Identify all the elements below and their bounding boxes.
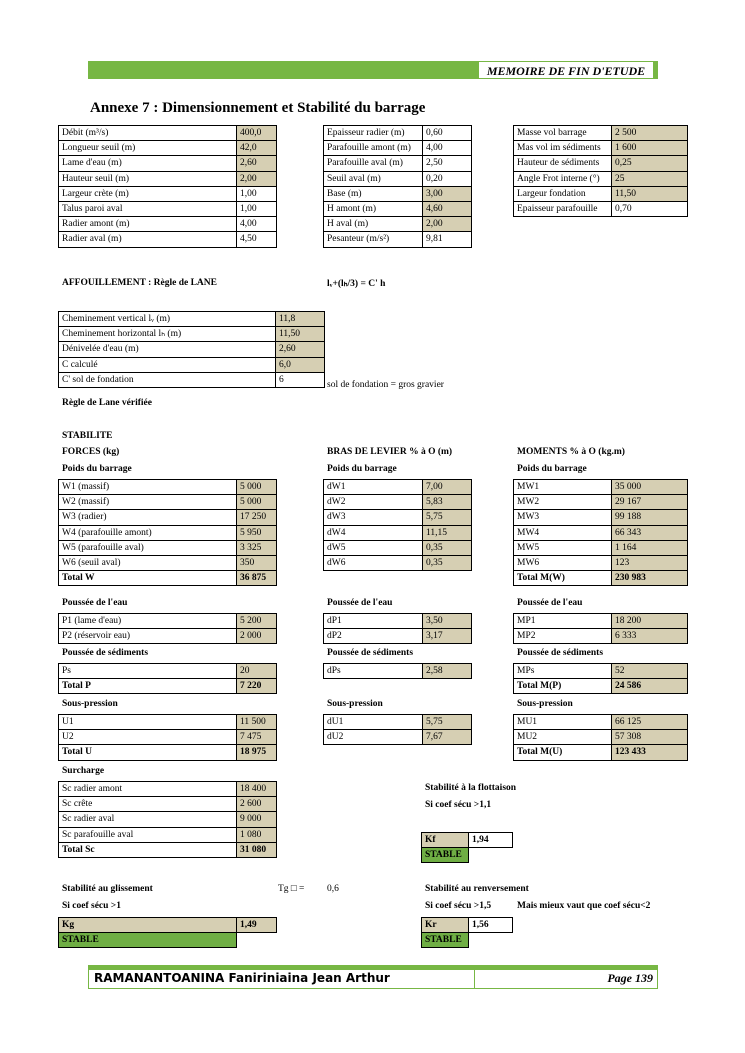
table-row bbox=[324, 186, 472, 201]
table-row bbox=[324, 480, 472, 495]
row-value: 2 500 bbox=[612, 126, 688, 141]
row-value: 57 308 bbox=[612, 730, 688, 745]
total-row bbox=[514, 571, 688, 586]
row-value: 7 475 bbox=[237, 730, 277, 745]
total-row bbox=[59, 571, 277, 586]
forces-heading: FORCES (kg) bbox=[62, 447, 120, 457]
glissement-table bbox=[58, 917, 277, 948]
total-value: 7 220 bbox=[237, 679, 277, 694]
table-row bbox=[514, 201, 688, 216]
row-value: 7,67 bbox=[423, 730, 472, 745]
table-row bbox=[59, 156, 277, 171]
moments-heading: MOMENTS % à O (kg.m) bbox=[517, 447, 625, 457]
row-value: 0,35 bbox=[423, 540, 472, 555]
forces-eau-label: Poussée de l'eau bbox=[62, 598, 128, 608]
total-row bbox=[514, 745, 688, 760]
row-value: 11,50 bbox=[276, 327, 325, 342]
row-value: 350 bbox=[237, 555, 277, 570]
row-value: 52 bbox=[612, 664, 688, 679]
bras-eau-label: Poussée de l'eau bbox=[327, 598, 393, 608]
row-value: 3,00 bbox=[423, 186, 472, 201]
row-label: H amont (m) bbox=[324, 201, 423, 216]
row-label: Sc radier aval bbox=[59, 812, 237, 827]
table-row bbox=[324, 629, 472, 644]
lane-formula: lᵥ+(lₕ/3) = C' h bbox=[327, 279, 386, 289]
total-row bbox=[59, 842, 277, 857]
tg-label: Tg □ = bbox=[278, 884, 305, 894]
total-value: 31 080 bbox=[237, 842, 277, 857]
table-row bbox=[324, 217, 472, 232]
moments-poids-label: Poids du barrage bbox=[517, 464, 587, 474]
table-row bbox=[514, 525, 688, 540]
bras-sed-label: Poussée de sédiments bbox=[327, 648, 414, 658]
moments-eau-label: Poussée de l'eau bbox=[517, 598, 583, 608]
row-label: Sc crête bbox=[59, 797, 237, 812]
kr-value: 1,56 bbox=[469, 918, 513, 933]
moments-sed-label: Poussée de sédiments bbox=[517, 648, 604, 658]
row-value: 2,00 bbox=[423, 217, 472, 232]
row-value: 18 400 bbox=[237, 782, 277, 797]
row-value: 3,50 bbox=[423, 614, 472, 629]
forces-eau-table bbox=[58, 613, 277, 644]
footer-author: RAMANANTOANINA Faniriniaina Jean Arthur bbox=[94, 971, 390, 985]
row-value: 1,00 bbox=[237, 186, 277, 201]
table-row bbox=[59, 555, 277, 570]
bras-sp-table bbox=[323, 714, 472, 745]
table-row bbox=[514, 730, 688, 745]
table-row bbox=[324, 664, 472, 679]
forces-poids-table bbox=[58, 479, 277, 586]
row-label: MW6 bbox=[514, 555, 612, 570]
affouillement-table bbox=[58, 311, 325, 388]
row-label: Parafouille aval (m) bbox=[324, 156, 423, 171]
glissement-status: STABLE bbox=[59, 933, 237, 948]
row-label: W6 (seuil aval) bbox=[59, 555, 237, 570]
row-value: 5,75 bbox=[423, 715, 472, 730]
row-value: 2,50 bbox=[423, 156, 472, 171]
moments-sp-table bbox=[513, 714, 688, 761]
table-row bbox=[324, 525, 472, 540]
table-row bbox=[324, 126, 472, 141]
renversement-heading: Stabilité au renversement bbox=[425, 884, 529, 894]
row-label: dW4 bbox=[324, 525, 423, 540]
stabilite-heading: STABILITE bbox=[62, 431, 113, 441]
table-row bbox=[59, 171, 277, 186]
surcharge-table bbox=[58, 781, 277, 858]
flottaison-cond: Si coef sécu >1,1 bbox=[425, 800, 492, 810]
row-value: 1 080 bbox=[237, 827, 277, 842]
row-value: 2 600 bbox=[237, 797, 277, 812]
row-label: MW1 bbox=[514, 480, 612, 495]
row-label: dU2 bbox=[324, 730, 423, 745]
row-label: Sc radier amont bbox=[59, 782, 237, 797]
row-label: dPs bbox=[324, 664, 423, 679]
table-row bbox=[324, 141, 472, 156]
table-row bbox=[59, 614, 277, 629]
total-label: Total W bbox=[59, 571, 237, 586]
row-label: Epaisseur radier (m) bbox=[324, 126, 423, 141]
row-value: 25 bbox=[612, 171, 688, 186]
table-row bbox=[59, 141, 277, 156]
row-label: Hauteur seuil (m) bbox=[59, 171, 237, 186]
table-row bbox=[514, 480, 688, 495]
table-row bbox=[514, 629, 688, 644]
row-value: 5,75 bbox=[423, 510, 472, 525]
row-label: C' sol de fondation bbox=[59, 372, 276, 387]
row-value: 2,00 bbox=[237, 171, 277, 186]
row-value: 6 333 bbox=[612, 629, 688, 644]
table-row bbox=[324, 540, 472, 555]
flottaison-status: STABLE bbox=[422, 848, 469, 863]
row-label: dW1 bbox=[324, 480, 423, 495]
row-label: Mas vol im sédiments bbox=[514, 141, 612, 156]
forces-sp-label: Sous-pression bbox=[62, 699, 118, 709]
table-row bbox=[514, 141, 688, 156]
row-value: 20 bbox=[237, 664, 277, 679]
row-label: Débit (m³/s) bbox=[59, 126, 237, 141]
row-value: 5 000 bbox=[237, 480, 277, 495]
row-value: 11,50 bbox=[612, 186, 688, 201]
row-label: W4 (parafouille amont) bbox=[59, 525, 237, 540]
table-row bbox=[514, 126, 688, 141]
total-label: Total Sc bbox=[59, 842, 237, 857]
row-label: dW3 bbox=[324, 510, 423, 525]
total-row bbox=[59, 745, 277, 760]
table-row bbox=[514, 510, 688, 525]
row-value: 3 325 bbox=[237, 540, 277, 555]
table-row bbox=[514, 156, 688, 171]
row-value: 1 164 bbox=[612, 540, 688, 555]
row-label: MPs bbox=[514, 664, 612, 679]
row-value: 99 188 bbox=[612, 510, 688, 525]
kg-value: 1,49 bbox=[237, 918, 277, 933]
row-label: Sc parafouille aval bbox=[59, 827, 237, 842]
row-label: H aval (m) bbox=[324, 217, 423, 232]
row-label: dW6 bbox=[324, 555, 423, 570]
table-row bbox=[59, 664, 277, 679]
table-row bbox=[59, 525, 277, 540]
row-value: 42,0 bbox=[237, 141, 277, 156]
bras-poids-table bbox=[323, 479, 472, 571]
row-value: 4,00 bbox=[423, 141, 472, 156]
table-row bbox=[59, 827, 277, 842]
row-value: 35 000 bbox=[612, 480, 688, 495]
moments-sed-table bbox=[513, 663, 688, 694]
row-label: MP2 bbox=[514, 629, 612, 644]
row-label: Epaisseur parafouille bbox=[514, 201, 612, 216]
table-row bbox=[514, 614, 688, 629]
table-row bbox=[324, 156, 472, 171]
row-label: P1 (lame d'eau) bbox=[59, 614, 237, 629]
params-table-2 bbox=[323, 125, 472, 248]
row-label: MU1 bbox=[514, 715, 612, 730]
glissement-cond: Si coef sécu >1 bbox=[62, 901, 121, 911]
table-row bbox=[59, 201, 277, 216]
row-value: 1,00 bbox=[237, 201, 277, 216]
table-row bbox=[59, 812, 277, 827]
row-value: 123 bbox=[612, 555, 688, 570]
row-label: Pesanteur (m/s²) bbox=[324, 232, 423, 247]
flottaison-heading: Stabilité à la flottaison bbox=[425, 783, 517, 793]
table-row bbox=[324, 715, 472, 730]
row-value: 17 250 bbox=[237, 510, 277, 525]
renversement-cond: Si coef sécu >1,5 bbox=[425, 901, 492, 911]
row-label: MU2 bbox=[514, 730, 612, 745]
row-label: Radier aval (m) bbox=[59, 232, 237, 247]
row-label: Longueur seuil (m) bbox=[59, 141, 237, 156]
row-label: U1 bbox=[59, 715, 237, 730]
table-row bbox=[59, 327, 325, 342]
row-value: 66 343 bbox=[612, 525, 688, 540]
table-row bbox=[59, 372, 325, 387]
forces-sp-table bbox=[58, 714, 277, 761]
row-label: Angle Frot interne (°) bbox=[514, 171, 612, 186]
row-label: W5 (parafouille aval) bbox=[59, 540, 237, 555]
soil-note: sol de fondation = gros gravier bbox=[327, 380, 444, 390]
total-row bbox=[514, 679, 688, 694]
total-value: 18 975 bbox=[237, 745, 277, 760]
table-row bbox=[514, 664, 688, 679]
row-label: Cheminement horizontal lₕ (m) bbox=[59, 327, 276, 342]
row-value: 66 125 bbox=[612, 715, 688, 730]
row-label: dW2 bbox=[324, 495, 423, 510]
row-value: 0,60 bbox=[423, 126, 472, 141]
row-value: 0,20 bbox=[423, 171, 472, 186]
forces-sed-label: Poussée de sédiments bbox=[62, 648, 149, 658]
table-row bbox=[59, 730, 277, 745]
row-value: 11,8 bbox=[276, 312, 325, 327]
table-row bbox=[59, 480, 277, 495]
moments-eau-table bbox=[513, 613, 688, 644]
bras-heading: BRAS DE LEVIER % à O (m) bbox=[327, 447, 453, 457]
table-row bbox=[514, 555, 688, 570]
row-value: 5 950 bbox=[237, 525, 277, 540]
row-value: 0,25 bbox=[612, 156, 688, 171]
table-row bbox=[59, 357, 325, 372]
row-value: 9,81 bbox=[423, 232, 472, 247]
table-row bbox=[324, 730, 472, 745]
table-row bbox=[59, 232, 277, 247]
row-label: Cheminement vertical lᵥ (m) bbox=[59, 312, 276, 327]
tg-value: 0,6 bbox=[327, 884, 339, 894]
row-label: Masse vol barrage bbox=[514, 126, 612, 141]
forces-sed-table bbox=[58, 663, 277, 694]
table-row bbox=[514, 495, 688, 510]
table-row bbox=[324, 555, 472, 570]
forces-poids-label: Poids du barrage bbox=[62, 464, 132, 474]
row-label: Seuil aval (m) bbox=[324, 171, 423, 186]
bras-sed-table bbox=[323, 663, 472, 679]
row-label: Lame d'eau (m) bbox=[59, 156, 237, 171]
table-row bbox=[59, 126, 277, 141]
row-value: 11 500 bbox=[237, 715, 277, 730]
kg-label: Kg bbox=[59, 918, 237, 933]
bras-eau-table bbox=[323, 613, 472, 644]
row-value: 2 000 bbox=[237, 629, 277, 644]
table-row bbox=[324, 495, 472, 510]
kf-value: 1,94 bbox=[469, 833, 513, 848]
table-row bbox=[59, 782, 277, 797]
table-row bbox=[514, 186, 688, 201]
row-label: MP1 bbox=[514, 614, 612, 629]
row-value: 4,60 bbox=[423, 201, 472, 216]
row-value: 4,00 bbox=[237, 217, 277, 232]
params-table-3 bbox=[513, 125, 688, 217]
row-value: 9 000 bbox=[237, 812, 277, 827]
row-label: W1 (massif) bbox=[59, 480, 237, 495]
row-label: Parafouille amont (m) bbox=[324, 141, 423, 156]
total-value: 24 586 bbox=[612, 679, 688, 694]
table-row bbox=[324, 171, 472, 186]
row-value: 5 000 bbox=[237, 495, 277, 510]
renversement-table bbox=[421, 917, 513, 948]
glissement-heading: Stabilité au glissement bbox=[62, 884, 153, 894]
row-value: 0,35 bbox=[423, 555, 472, 570]
table-row bbox=[324, 510, 472, 525]
total-label: Total M(U) bbox=[514, 745, 612, 760]
row-label: Talus paroi aval bbox=[59, 201, 237, 216]
table-row bbox=[59, 495, 277, 510]
footer-page-number: Page 139 bbox=[607, 971, 653, 985]
row-value: 3,17 bbox=[423, 629, 472, 644]
row-value: 11,15 bbox=[423, 525, 472, 540]
row-label: W2 (massif) bbox=[59, 495, 237, 510]
table-row bbox=[59, 217, 277, 232]
row-label: MW3 bbox=[514, 510, 612, 525]
surcharge-label: Surcharge bbox=[62, 766, 105, 776]
table-row bbox=[59, 510, 277, 525]
params-table-1 bbox=[58, 125, 277, 248]
row-label: dU1 bbox=[324, 715, 423, 730]
affouillement-heading: AFFOUILLEMENT : Règle de LANE bbox=[62, 278, 217, 288]
bras-sp-label: Sous-pression bbox=[327, 699, 383, 709]
table-row bbox=[59, 342, 325, 357]
table-row bbox=[324, 232, 472, 247]
row-value: 2,60 bbox=[276, 342, 325, 357]
kr-label: Kr bbox=[422, 918, 469, 933]
row-value: 5,83 bbox=[423, 495, 472, 510]
total-value: 123 433 bbox=[612, 745, 688, 760]
kf-label: Kf bbox=[422, 833, 469, 848]
row-label: P2 (réservoir eau) bbox=[59, 629, 237, 644]
total-value: 230 983 bbox=[612, 571, 688, 586]
row-label: dP1 bbox=[324, 614, 423, 629]
page-title: Annexe 7 : Dimensionnement et Stabilité du barrage bbox=[90, 100, 426, 116]
row-value: 0,70 bbox=[612, 201, 688, 216]
total-label: Total U bbox=[59, 745, 237, 760]
total-row bbox=[59, 679, 277, 694]
table-row bbox=[514, 715, 688, 730]
row-label: U2 bbox=[59, 730, 237, 745]
row-value: 6 bbox=[276, 372, 325, 387]
row-label: Ps bbox=[59, 664, 237, 679]
table-row bbox=[59, 797, 277, 812]
row-label: Base (m) bbox=[324, 186, 423, 201]
row-label: Dénivelée d'eau (m) bbox=[59, 342, 276, 357]
footer-divider bbox=[474, 969, 475, 989]
table-row bbox=[324, 614, 472, 629]
row-label: dW5 bbox=[324, 540, 423, 555]
row-label: Hauteur de sédiments bbox=[514, 156, 612, 171]
row-value: 400,0 bbox=[237, 126, 277, 141]
total-label: Total P bbox=[59, 679, 237, 694]
row-value: 18 200 bbox=[612, 614, 688, 629]
row-value: 29 167 bbox=[612, 495, 688, 510]
row-value: 2,58 bbox=[423, 664, 472, 679]
table-row bbox=[514, 540, 688, 555]
total-label: Total M(W) bbox=[514, 571, 612, 586]
table-row bbox=[59, 629, 277, 644]
header-doc-label: MEMOIRE DE FIN D'ETUDE bbox=[478, 61, 654, 79]
total-value: 36 875 bbox=[237, 571, 277, 586]
bras-poids-label: Poids du barrage bbox=[327, 464, 397, 474]
row-label: Largeur crète (m) bbox=[59, 186, 237, 201]
row-label: MW4 bbox=[514, 525, 612, 540]
table-row bbox=[59, 312, 325, 327]
table-row bbox=[59, 715, 277, 730]
lane-verdict: Règle de Lane vérifiée bbox=[62, 398, 152, 408]
table-row bbox=[59, 540, 277, 555]
table-row bbox=[324, 201, 472, 216]
row-label: MW2 bbox=[514, 495, 612, 510]
row-label: MW5 bbox=[514, 540, 612, 555]
row-label: C calculé bbox=[59, 357, 276, 372]
row-label: dP2 bbox=[324, 629, 423, 644]
table-row bbox=[59, 186, 277, 201]
row-label: W3 (radier) bbox=[59, 510, 237, 525]
row-value: 2,60 bbox=[237, 156, 277, 171]
flottaison-table bbox=[421, 832, 513, 863]
row-value: 7,00 bbox=[423, 480, 472, 495]
renversement-note: Mais mieux vaut que coef sécu<2 bbox=[517, 901, 651, 911]
moments-poids-table bbox=[513, 479, 688, 586]
row-value: 6,0 bbox=[276, 357, 325, 372]
row-label: Largeur fondation bbox=[514, 186, 612, 201]
row-value: 5 200 bbox=[237, 614, 277, 629]
table-row bbox=[514, 171, 688, 186]
moments-sp-label: Sous-pression bbox=[517, 699, 573, 709]
row-value: 1 600 bbox=[612, 141, 688, 156]
total-label: Total M(P) bbox=[514, 679, 612, 694]
row-label: Radier amont (m) bbox=[59, 217, 237, 232]
row-value: 4,50 bbox=[237, 232, 277, 247]
renversement-status: STABLE bbox=[422, 933, 469, 948]
